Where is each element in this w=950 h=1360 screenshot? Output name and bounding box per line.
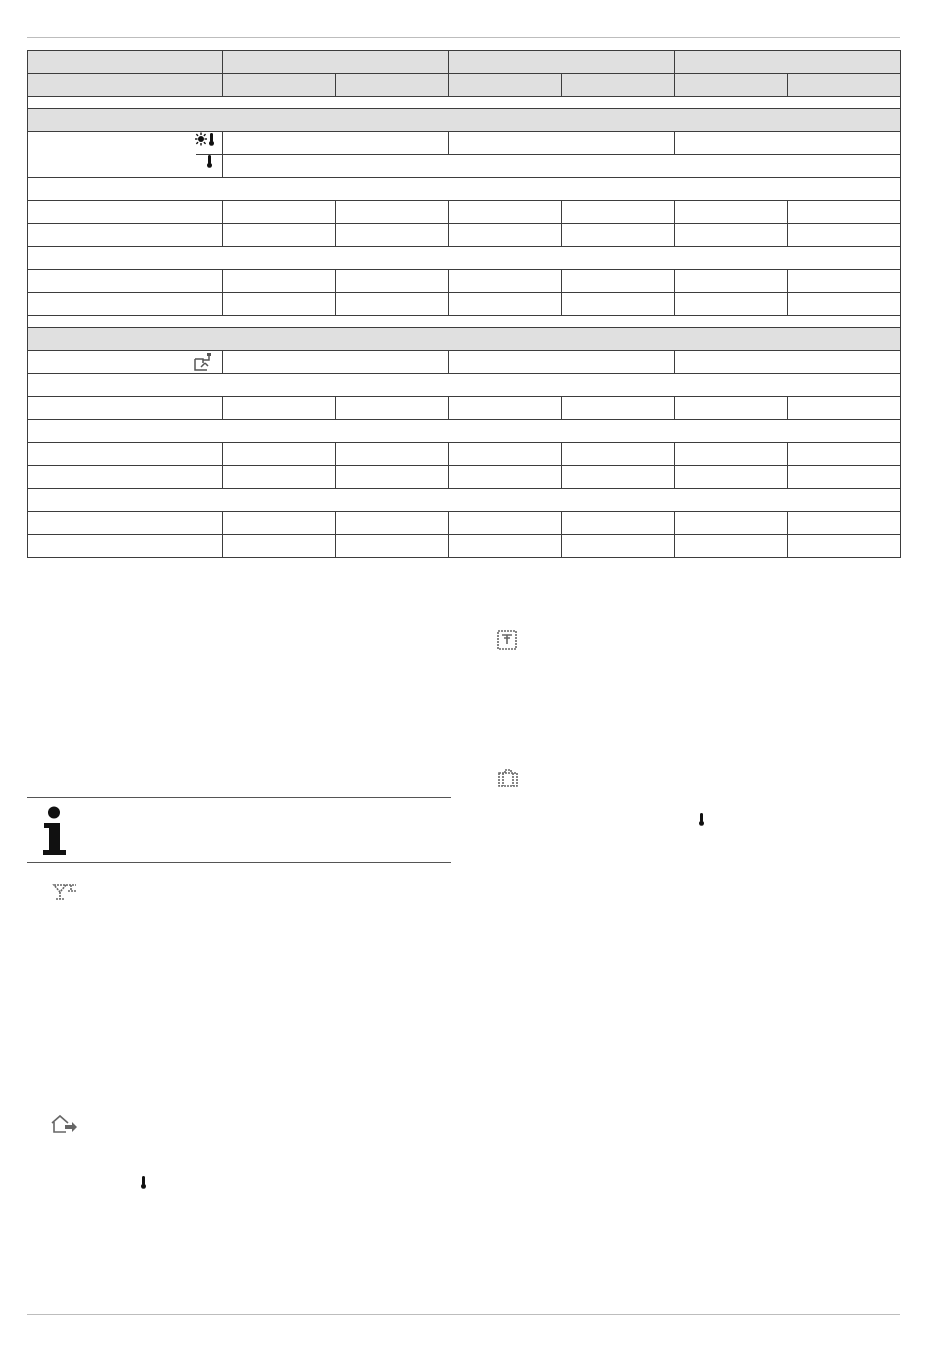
header-cell (675, 51, 901, 74)
header-cell (223, 74, 336, 97)
table-row-day-temperature (28, 132, 901, 155)
suitcase-icon (497, 768, 519, 788)
temperature-label-cell (28, 132, 223, 178)
header-cell (336, 74, 449, 97)
house-exit-icon (50, 1114, 78, 1134)
table-row (28, 466, 901, 489)
header-cell (28, 74, 223, 97)
party-glass-icon (50, 882, 78, 902)
header-cell (449, 51, 675, 74)
info-icon (41, 806, 71, 856)
sun-thermometer-icon (195, 132, 215, 146)
spacer-row (28, 316, 901, 328)
header-cell (562, 74, 675, 97)
header-cell (788, 74, 901, 97)
table-subheader-row (28, 74, 901, 97)
moon-thermometer-icon (131, 1175, 149, 1189)
table-header-row (28, 51, 901, 74)
table-row (28, 397, 901, 420)
section-row (28, 489, 901, 512)
tap-water-icon (193, 353, 215, 371)
section-row-hot-water (28, 328, 901, 351)
header-cell (223, 51, 449, 74)
top-rule (27, 37, 900, 38)
section-row (28, 374, 901, 397)
hot-water-label-cell (28, 351, 223, 374)
header-cell (28, 51, 223, 74)
moon-thermometer-icon (689, 812, 707, 826)
table-row (28, 201, 901, 224)
info-note (27, 797, 451, 863)
section-row (28, 420, 901, 443)
calendar-box-icon (497, 630, 517, 650)
header-cell (675, 74, 788, 97)
bottom-rule (27, 1314, 900, 1315)
header-cell (449, 74, 562, 97)
moon-thermometer-icon (197, 154, 215, 168)
table-row (28, 270, 901, 293)
section-row-heating (28, 109, 901, 132)
schedule-table (27, 50, 901, 558)
table-row (28, 443, 901, 466)
table-row (28, 293, 901, 316)
table-row (28, 224, 901, 247)
table-row (28, 512, 901, 535)
spacer-row (28, 97, 901, 109)
section-row (28, 178, 901, 201)
table-row-hot-water (28, 351, 901, 374)
table-row (28, 535, 901, 558)
section-row (28, 247, 901, 270)
